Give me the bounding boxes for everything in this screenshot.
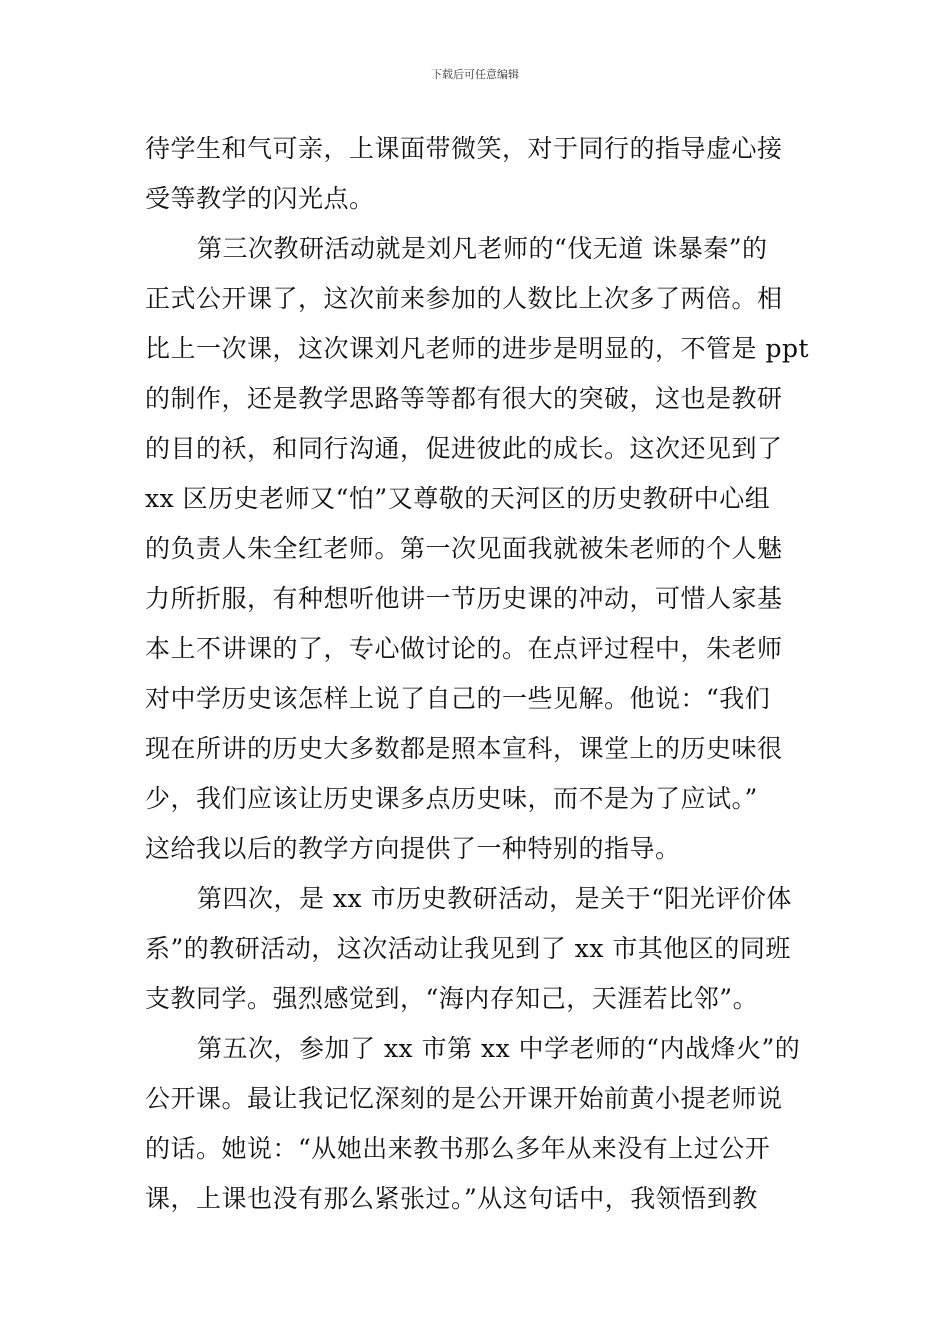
text-line: 力所折服，有种想听他讲一节历史课的冲动，可惜人家基 bbox=[145, 584, 783, 613]
text-line: 的目的袄，和同行沟通，促进彼此的成长。这次还见到了 bbox=[145, 434, 783, 463]
text-line: xx 区历史老师又“怕”又尊敬的天河区的历史教研中心组 bbox=[145, 484, 771, 513]
text-line: 公开课。最让我记忆深刻的是公开课开始前黄小提老师说 bbox=[145, 1084, 783, 1113]
text-line: 少，我们应该让历史课多点历史味，而不是为了应试。” bbox=[145, 784, 758, 813]
paragraph-start-line: 第五次，参加了 xx 市第 xx 中学老师的“内战烽火”的 bbox=[197, 1034, 801, 1063]
text-line: 系”的教研活动，这次活动让我见到了 xx 市其他区的同班 bbox=[145, 934, 791, 963]
text-line: 课，上课也没有那么紧张过。”从这句话中，我领悟到教 bbox=[145, 1184, 758, 1213]
text-line: 比上一次课，这次课刘凡老师的进步是明显的，不管是 ppt bbox=[145, 334, 810, 363]
text-line: 现在所讲的历史大多数都是照本宣科，课堂上的历史味很 bbox=[145, 734, 783, 763]
text-line: 这给我以后的教学方向提供了一种特别的指导。 bbox=[145, 834, 681, 863]
paragraph-start-line: 第三次教研活动就是刘凡老师的“伐无道 诛暴秦”的 bbox=[197, 234, 768, 263]
text-line: 的制作，还是教学思路等等都有很大的突破，这也是教研 bbox=[145, 384, 783, 413]
text-line: 的负责人朱全红老师。第一次见面我就被朱老师的个人魅 bbox=[145, 534, 783, 563]
text-line: 正式公开课了，这次前来参加的人数比上次多了两倍。相 bbox=[145, 284, 783, 313]
text-line: 受等教学的闪光点。 bbox=[145, 184, 375, 213]
text-line: 本上不讲课的了，专心做讨论的。在点评过程中，朱老师 bbox=[145, 634, 783, 663]
text-line: 的话。她说：“从她出来教书那么多年从来没有上过公开 bbox=[145, 1134, 771, 1163]
text-line: 支教同学。强烈感觉到，“海内存知己，天涯若比邻”。 bbox=[145, 984, 759, 1013]
text-line: 待学生和气可亲，上课面带微笑，对于同行的指导虚心接 bbox=[145, 134, 783, 163]
text-line: 对中学历史该怎样上说了自己的一些见解。他说：“我们 bbox=[145, 684, 771, 713]
paragraph-start-line: 第四次，是 xx 市历史教研活动，是关于“阳光评价体 bbox=[197, 884, 792, 913]
page-header: 下载后可任意编辑 bbox=[431, 68, 519, 81]
